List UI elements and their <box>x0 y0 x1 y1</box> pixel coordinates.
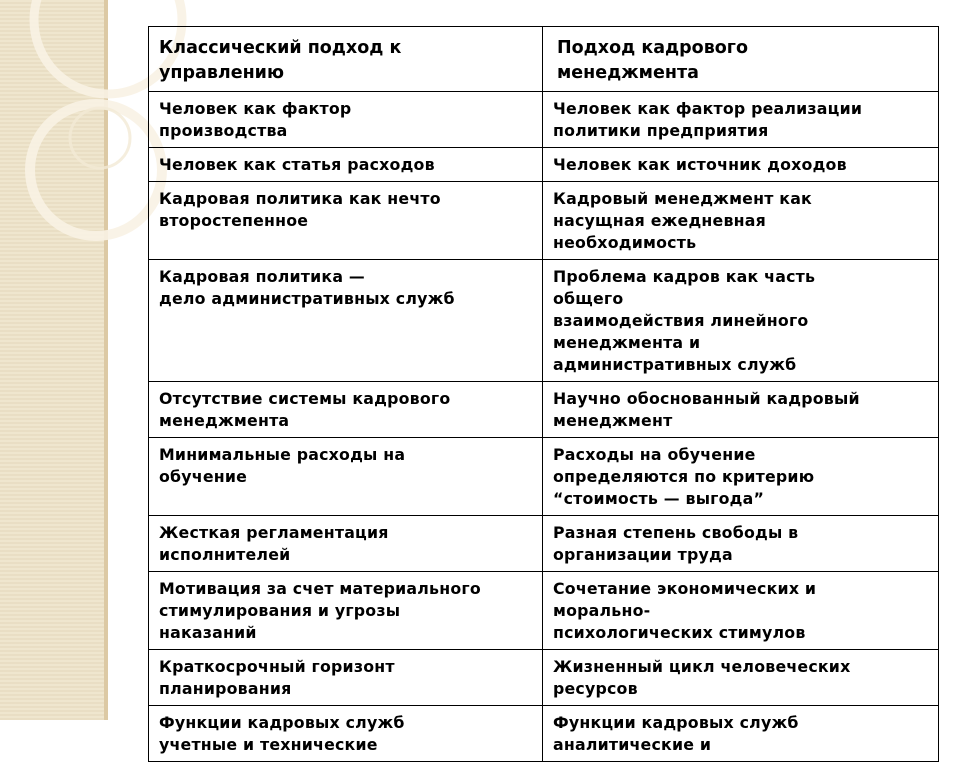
cell-text-line: ресурсов <box>553 679 638 698</box>
cell-text-line: Сочетание экономических и <box>553 579 817 598</box>
cell-text-line: психологических стимулов <box>553 623 806 642</box>
cell-text-line: учетные и технические <box>159 735 378 754</box>
cell-text-line: наказаний <box>159 623 257 642</box>
table-row <box>149 516 939 572</box>
cell-text-line: менеджмента и <box>553 333 701 352</box>
cell-text-line: стимулирования и угрозы <box>159 601 401 620</box>
cell-text-line: Жизненный цикл человеческих <box>553 657 851 676</box>
hr-management-cell <box>543 516 939 572</box>
cell-text-line: Научно обоснованный кадровый <box>553 389 860 408</box>
table-header-row <box>149 27 939 92</box>
cell-text-line: Расходы на обучение <box>553 445 756 464</box>
table-row <box>149 182 939 260</box>
classic-approach-cell <box>149 382 543 438</box>
cell-text-line: Функции кадровых служб <box>159 713 405 732</box>
cell-text-line: взаимодействия линейного <box>553 311 809 330</box>
classic-approach-cell <box>149 706 543 762</box>
classic-approach-cell <box>149 650 543 706</box>
cell-text-line: Кадровый менеджмент как <box>553 189 812 208</box>
cell-text-line: Человек как фактор <box>159 99 352 118</box>
cell-text-line: политики предприятия <box>553 121 769 140</box>
cell-text-line: планирования <box>159 679 292 698</box>
cell-text-line: Минимальные расходы на <box>159 445 406 464</box>
hr-management-cell <box>543 260 939 382</box>
cell-text-line: Краткосрочный горизонт <box>159 657 395 676</box>
classic-approach-cell <box>149 92 543 148</box>
classic-approach-cell <box>149 260 543 382</box>
hr-management-cell <box>543 706 939 762</box>
cell-text-line: производства <box>159 121 288 140</box>
table-row <box>149 650 939 706</box>
cell-text-line: необходимость <box>553 233 697 252</box>
cell-text-line: организации труда <box>553 545 733 564</box>
cell-text-line: дело административных служб <box>159 289 455 308</box>
cell-text-line: Человек как статья расходов <box>159 155 435 174</box>
table-row <box>149 438 939 516</box>
classic-approach-cell <box>149 438 543 516</box>
hr-management-cell <box>543 148 939 182</box>
cell-text-line: морально- <box>553 601 651 620</box>
header-classic-approach: Классический подход к управлению <box>149 27 543 92</box>
cell-text-line: Проблема кадров как часть <box>553 267 816 286</box>
cell-text-line: Кадровая политика — <box>159 267 365 286</box>
cell-text-line: Человек как источник доходов <box>553 155 847 174</box>
hr-management-cell <box>543 650 939 706</box>
cell-text-line: менеджмент <box>553 411 673 430</box>
cell-text-line: обучение <box>159 467 248 486</box>
classic-approach-cell <box>149 182 543 260</box>
cell-text-line: Жесткая регламентация <box>159 523 389 542</box>
cell-text-line: исполнителей <box>159 545 291 564</box>
cell-text-line: Кадровая политика как нечто <box>159 189 441 208</box>
cell-text-line: Функции кадровых служб <box>553 713 799 732</box>
table-row <box>149 260 939 382</box>
table-row <box>149 706 939 762</box>
cell-text-line: Отсутствие системы кадрового <box>159 389 451 408</box>
cell-text-line: Мотивация за счет материального <box>159 579 481 598</box>
hr-management-cell <box>543 382 939 438</box>
hr-management-cell <box>543 572 939 650</box>
decorative-rings-graphic <box>0 0 108 720</box>
cell-text-line: насущная ежедневная <box>553 211 766 230</box>
table-row <box>149 92 939 148</box>
cell-text-line: Разная степень свободы в <box>553 523 799 542</box>
decorative-side-band <box>0 0 108 720</box>
table-body <box>149 92 939 762</box>
hr-management-cell <box>543 92 939 148</box>
comparison-table-container <box>148 26 938 754</box>
table-row <box>149 382 939 438</box>
cell-text-line: Человек как фактор реализации <box>553 99 863 118</box>
header-hr-management-approach: Подход кадрового менеджмента <box>543 27 939 92</box>
cell-text-line: аналитические и <box>553 735 712 754</box>
comparison-table <box>148 26 939 762</box>
hr-management-cell <box>543 182 939 260</box>
table-row <box>149 572 939 650</box>
classic-approach-cell <box>149 516 543 572</box>
classic-approach-cell <box>149 148 543 182</box>
cell-text-line: общего <box>553 289 624 308</box>
cell-text-line: менеджмента <box>159 411 290 430</box>
cell-text-line: “стоимость — выгода” <box>553 489 765 508</box>
hr-management-cell <box>543 438 939 516</box>
table-row <box>149 148 939 182</box>
cell-text-line: определяются по критерию <box>553 467 815 486</box>
cell-text-line: второстепенное <box>159 211 309 230</box>
classic-approach-cell <box>149 572 543 650</box>
cell-text-line: административных служб <box>553 355 797 374</box>
